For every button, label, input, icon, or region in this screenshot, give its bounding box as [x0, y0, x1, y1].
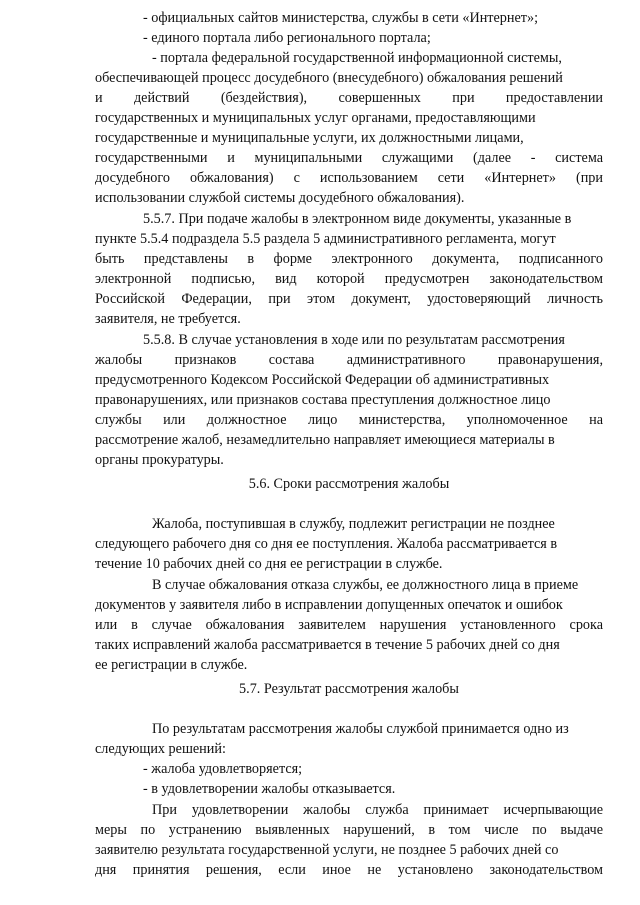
section-heading-5-7: 5.7. Результат рассмотрения жалобы: [239, 681, 459, 697]
bullet-complaint-satisfied: - жалоба удовлетворяется;: [143, 761, 303, 777]
paragraph-federal-portal-line: государственные и муниципальные услуги, их должностными лицами,: [95, 130, 524, 146]
paragraph-federal-portal-line: государственных и муниципальных услуг органами, предоставляющими: [95, 110, 536, 126]
paragraph-federal-portal-line: досудебного обжалования) с использованием сети «Интернет» (при: [95, 170, 603, 186]
paragraph-5-6-registration-line: следующего рабочего дня со дня ее поступления. Жалоба рассматривается в: [95, 536, 558, 552]
paragraph-5-5-8-line: 5.5.8. В случае установления в ходе или по результатам рассмотрения: [143, 332, 565, 348]
section-heading-5-6: 5.6. Сроки рассмотрения жалобы: [248, 476, 450, 492]
paragraph-5-5-7-line: быть представлены в форме электронного документа, подписанного: [95, 251, 603, 267]
paragraph-5-5-7-line: пункте 5.5.4 подраздела 5.5 раздела 5 административного регламента, могут: [95, 231, 556, 247]
paragraph-5-6-registration-line: течение 10 рабочих дней со дня ее регистрации в службе.: [95, 556, 443, 572]
paragraph-federal-portal-line: государственными и муниципальными служащими (далее - система: [95, 150, 603, 166]
paragraph-5-5-8-line: органы прокуратуры.: [95, 452, 224, 468]
paragraph-federal-portal-line: использовании службой системы досудебного обжалования).: [95, 190, 465, 206]
paragraph-5-7-measures-line: заявителю результата государственной услуги, не позднее 5 рабочих дней со: [95, 842, 559, 858]
paragraph-5-6-refusal-line: В случае обжалования отказа службы, ее должностного лица в приеме: [152, 577, 579, 593]
paragraph-5-5-8-line: жалобы признаков состава административного правонарушения,: [95, 352, 603, 368]
paragraph-5-7-measures-line: При удовлетворении жалобы служба принимает исчерпывающие: [152, 802, 603, 818]
paragraph-federal-portal-line: и действий (бездействия), совершенных при предоставлении: [95, 90, 603, 106]
paragraph-5-5-8-line: службы или должностное лицо министерства, уполномоченное на: [95, 412, 603, 428]
paragraph-5-6-refusal-line: ее регистрации в службе.: [95, 657, 248, 673]
paragraph-5-5-7-line: Российской Федерации, при этом документ, удостоверяющий личность: [95, 291, 603, 307]
paragraph-5-5-8-line: правонарушениях, или признаков состава преступления должностное лицо: [95, 392, 551, 408]
paragraph-5-5-8-line: предусмотренного Кодексом Российской Федерации об административных: [95, 372, 550, 388]
paragraph-5-7-measures-line: дня принятия решения, если иное не установлено законодательством: [95, 862, 603, 878]
paragraph-federal-portal-line: обеспечивающей процесс досудебного (внесудебного) обжалования решений: [95, 70, 563, 86]
bullet-unified-portal: - единого портала либо регионального портала;: [143, 30, 431, 46]
paragraph-5-6-refusal-line: или в случае обжалования заявителем нарушения установленного срока: [95, 617, 603, 633]
paragraph-5-7-measures-line: меры по устранению выявленных нарушений, в том числе по выдаче: [95, 822, 603, 838]
paragraph-5-5-7-line: заявителя, не требуется.: [95, 311, 241, 327]
paragraph-5-7-decisions-line: По результатам рассмотрения жалобы службой принимается одно из: [152, 721, 569, 737]
paragraph-5-5-8-line: рассмотрение жалоб, незамедлительно направляет имеющиеся материалы в: [95, 432, 555, 448]
bullet-complaint-rejected: - в удовлетворении жалобы отказывается.: [143, 781, 396, 797]
paragraph-5-6-refusal-line: таких исправлений жалоба рассматривается в течение 5 рабочих дней со дня: [95, 637, 560, 653]
paragraph-5-6-refusal-line: документов у заявителя либо в исправлении допущенных опечаток и ошибок: [95, 597, 563, 613]
paragraph-5-5-7-line: 5.5.7. При подаче жалобы в электронном виде документы, указанные в: [143, 211, 572, 227]
paragraph-5-5-7-line: электронной подписью, вид которой предусмотрен законодательством: [95, 271, 603, 287]
paragraph-5-6-registration-line: Жалоба, поступившая в службу, подлежит регистрации не позднее: [152, 516, 555, 532]
paragraph-federal-portal-line: - портала федеральной государственной информационной системы,: [152, 50, 562, 66]
paragraph-5-7-decisions-line: следующих решений:: [95, 741, 226, 757]
bullet-official-sites: - официальных сайтов министерства, службы в сети «Интернет»;: [143, 10, 539, 26]
